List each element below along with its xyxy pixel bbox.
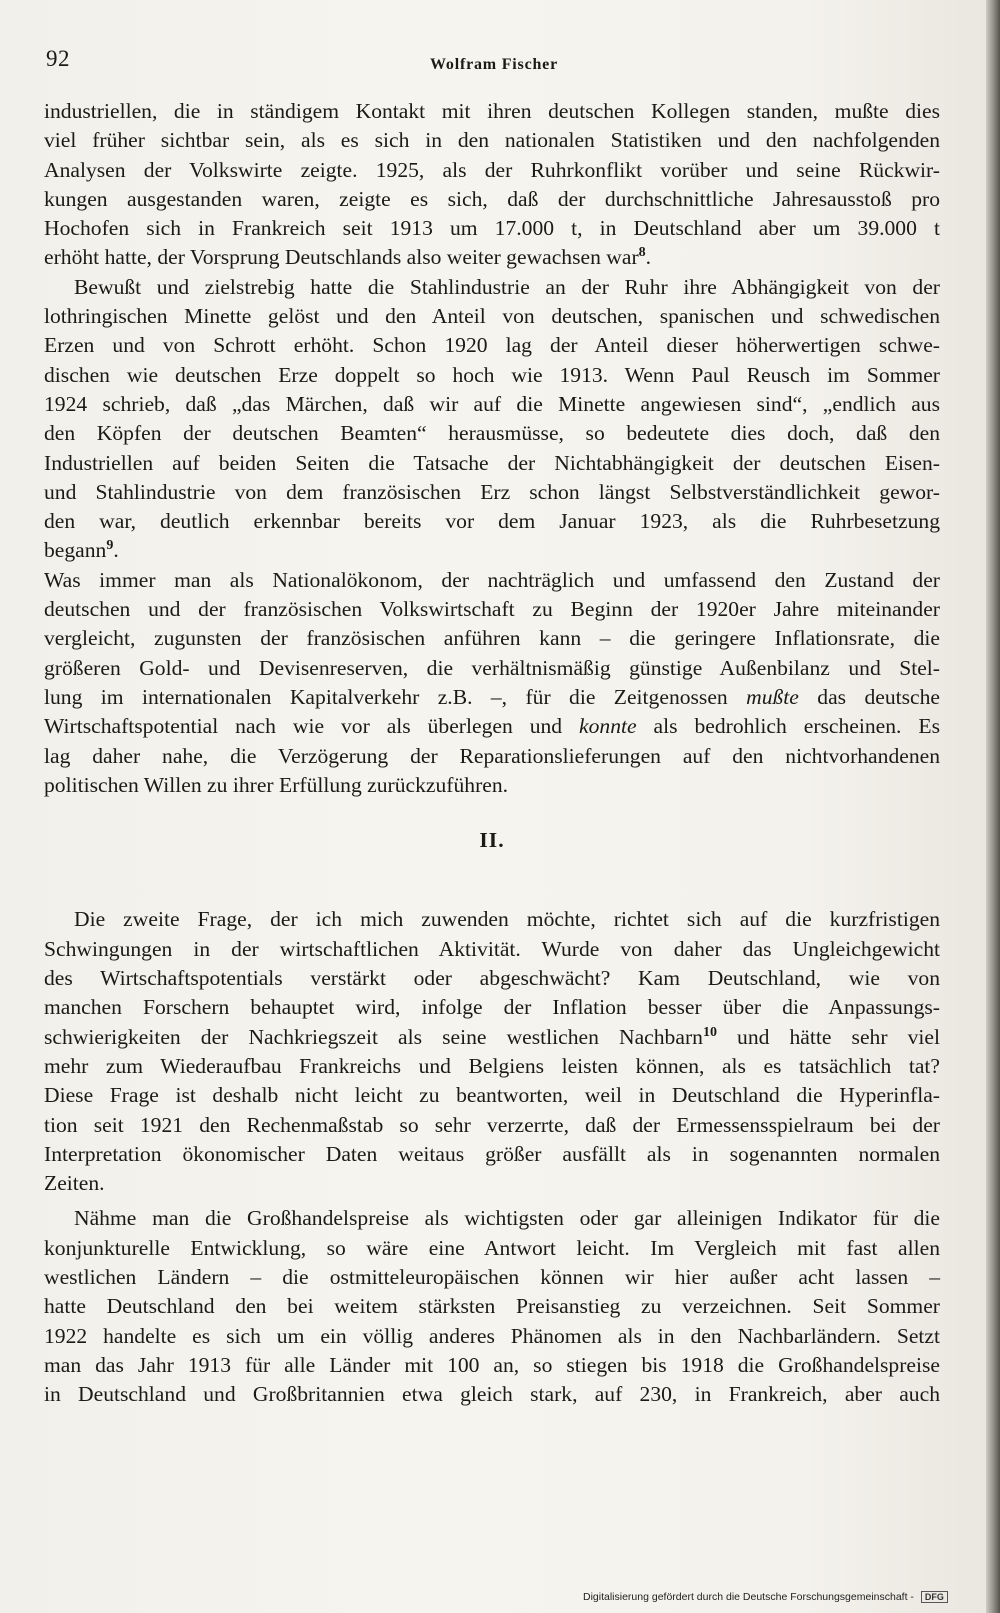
text-line: kungen ausgestanden waren, zeigte es sich, daß der durchschnittliche Jahresausstoß pro: [44, 186, 940, 211]
text-line: Bewußt und zielstrebig hatte die Stahlindustrie an der Ruhr ihre Abhängigkeit von der: [74, 274, 940, 299]
text-segment: als bedrohlich erscheinen. Es: [636, 714, 940, 739]
page-edge-shadow: [986, 0, 1000, 1613]
paragraph-3: [44, 566, 940, 800]
footnote-marker[interactable]: 8: [638, 245, 646, 261]
text-line: mehr zum Wiederaufbau Frankreichs und Belgiens leisten können, als es tatsächlich tat?: [44, 1053, 940, 1078]
body-text: [44, 97, 940, 1409]
text-line: lag daher nahe, die Verzögerung der Reparationslieferungen auf den nichtvorhandenen: [44, 743, 940, 768]
footnote-marker[interactable]: 10: [702, 1024, 717, 1040]
text-line: Nähme man die Großhandelspreise als wichtigsten oder gar alleinigen Indikator für die: [74, 1206, 940, 1231]
text-line: und Stahlindustrie von dem französischen Erz schon längst Selbstverständlichkeit gewor-: [44, 479, 940, 504]
text-line: größeren Gold- und Devisenreserven, die verhältnismäßig günstige Außenbilanz und Stel-: [44, 655, 940, 680]
text-line: [44, 683, 940, 712]
text-segment: Wirtschaftspotential nach wie vor als überlegen und: [44, 714, 580, 739]
emphasized-word: konnte: [579, 714, 637, 739]
text-line: in Deutschland und Großbritannien etwa gleich stark, auf 230, in Frankreich, aber auch: [44, 1382, 940, 1407]
text-line: Zeiten.: [44, 1171, 105, 1196]
emphasized-word: mußte: [746, 684, 799, 709]
text-segment: begann: [44, 538, 107, 563]
text-line: Hochofen sich in Frankreich seit 1913 um 17.000 t, in Deutschland aber um 39.000 t: [44, 216, 940, 241]
text-line: [44, 243, 940, 272]
text-line: Was immer man als Nationalökonom, der nachträglich und umfassend den Zustand der: [44, 567, 940, 592]
text-line: hatte Deutschland den bei weitem stärksten Preisanstieg zu verzeichnen. Seit Sommer: [44, 1294, 940, 1319]
text-line: den war, deutlich erkennbar bereits vor dem Januar 1923, als die Ruhrbesetzung: [44, 509, 940, 534]
dfg-logo-icon: DFG: [921, 1591, 948, 1603]
text-line: den Köpfen der deutschen Beamten“ herausmüsse, so bedeutete dies doch, daß den: [44, 421, 940, 446]
text-line: Schwingungen in der wirtschaftlichen Aktivität. Wurde von daher das Ungleichgewicht: [44, 936, 940, 961]
text-line: westlichen Ländern – die ostmitteleuropäischen können wir hier außer acht lassen –: [44, 1264, 940, 1289]
paragraph-5: [44, 1204, 940, 1409]
text-line: 1922 handelte es sich um ein völlig anderes Phänomen als in den Nachbarländern. Setzt: [44, 1323, 940, 1348]
text-line: politischen Willen zu ihrer Erfüllung zurückzuführen.: [44, 772, 509, 797]
section-heading: II.: [479, 828, 505, 853]
text-line: lothringischen Minette gelöst und den Anteil von deutschen, spanischen und schwedischen: [44, 304, 940, 329]
text-line: vergleicht, zugunsten der französischen anführen kann – die geringere Inflationsrate, die: [44, 626, 940, 651]
paragraph-2: [44, 273, 940, 566]
text-segment: lung im internationalen Kapitalverkehr z.B. –, für die Zeitgenossen: [44, 684, 747, 709]
page-header: [46, 46, 946, 86]
text-line: [44, 712, 940, 741]
page-number: 92: [46, 46, 70, 71]
footnote-marker[interactable]: 9: [106, 538, 114, 554]
text-line: Die zweite Frage, der ich mich zuwenden möchte, richtet sich auf die kurzfristigen: [74, 907, 940, 932]
text-line: des Wirtschaftspotentials verstärkt oder abgeschwächt? Kam Deutschland, wie von: [44, 966, 940, 991]
paragraph-4: [44, 905, 940, 1198]
text-line: Erzen und von Schrott erhöht. Schon 1920 lag der Anteil dieser höherwertigen schwe-: [44, 333, 940, 358]
text-line: manchen Forschern behauptet wird, infolge der Inflation besser über die Anpassungs-: [44, 995, 940, 1020]
text-line: dischen wie deutschen Erze doppelt so hoch wie 1913. Wenn Paul Reusch im Sommer: [44, 362, 940, 387]
text-line: konjunkturelle Entwicklung, so wäre eine Antwort leicht. Im Vergleich mit fast allen: [44, 1235, 940, 1260]
digitization-footer: [583, 1591, 948, 1603]
text-segment: schwierigkeiten der Nachkriegszeit als seine westlichen Nachbarn: [44, 1024, 703, 1049]
paragraph-1: [44, 97, 940, 273]
running-head: Wolfram Fischer: [430, 56, 558, 73]
text-line: tion seit 1921 den Rechenmaßstab so sehr verzerrte, daß der Ermessensspielraum bei der: [44, 1112, 940, 1137]
text-segment: das deutsche: [798, 684, 940, 709]
text-line: deutschen und der französischen Volkswirtschaft zu Beginn der 1920er Jahre miteinander: [44, 597, 940, 622]
text-line: Analysen der Volkswirte zeigte. 1925, als der Ruhrkonflikt vorüber und seine Rückwir-: [44, 157, 940, 182]
text-segment: erhöht hatte, der Vorsprung Deutschlands also weiter gewachsen war: [44, 245, 639, 270]
text-line: [44, 536, 940, 565]
text-line: [44, 1023, 940, 1052]
text-line: Interpretation ökonomischer Daten weitaus größer ausfällt als in sogenannten normalen: [44, 1141, 940, 1166]
text-line: viel früher sichtbar sein, als es sich in den nationalen Statistiken und den nachfolgenden: [44, 128, 940, 153]
text-segment: .: [645, 245, 652, 270]
text-line: 1924 schrieb, daß „das Märchen, daß wir auf die Minette angewiesen sind“, „endlich aus: [44, 391, 940, 416]
footer-text: Digitalisierung gefördert durch die Deutsche Forschungsgemeinschaft -: [583, 1591, 914, 1603]
text-line: industriellen, die in ständigem Kontakt mit ihren deutschen Kollegen standen, mußte dies: [44, 99, 940, 123]
text-segment: und hätte sehr viel: [716, 1024, 940, 1049]
text-line: man das Jahr 1913 für alle Länder mit 100 an, so stiegen bis 1918 die Großhandelspreise: [44, 1352, 940, 1377]
text-segment: .: [113, 538, 119, 563]
text-line: Diese Frage ist deshalb nicht leicht zu beantworten, weil in Deutschland die Hyperinfla-: [44, 1083, 940, 1108]
text-line: Industriellen auf beiden Seiten die Tatsache der Nichtabhängigkeit der deutschen Eisen-: [44, 450, 940, 475]
